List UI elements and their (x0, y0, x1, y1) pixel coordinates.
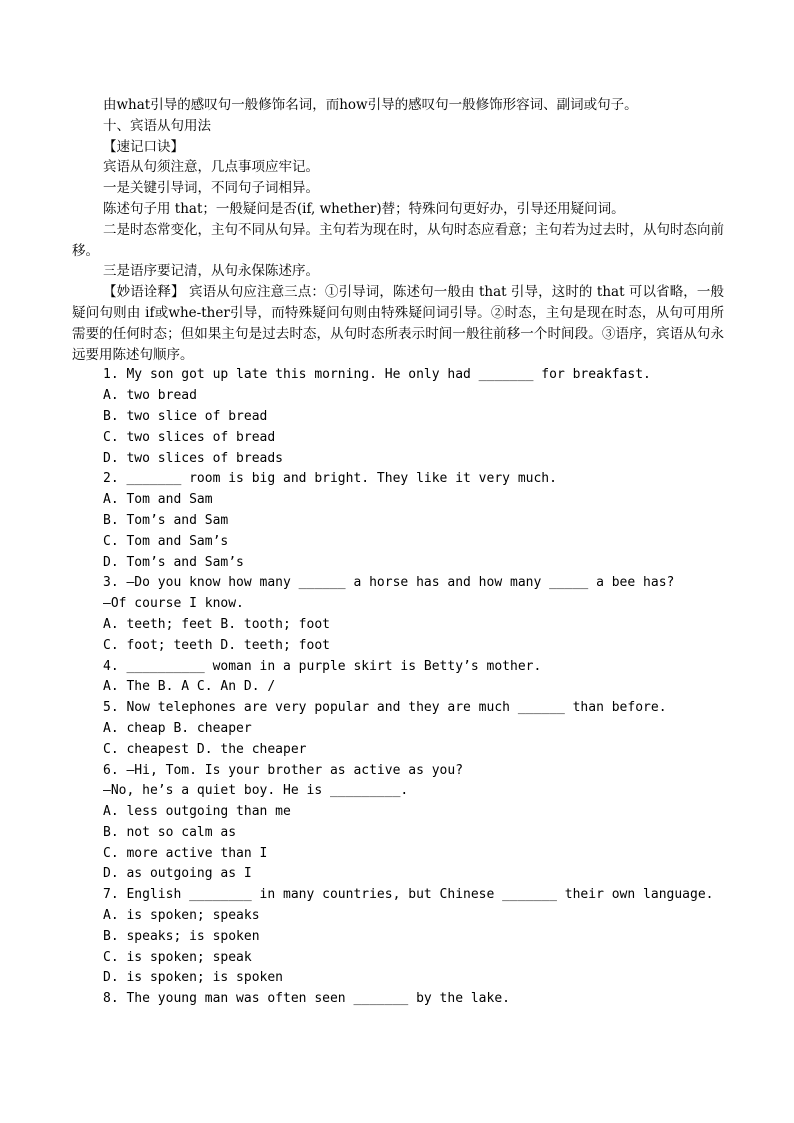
answer-option: C. is spoken; speak (103, 949, 252, 965)
question-stem: 8. The young man was often seen _______ by the lake. (103, 991, 510, 1007)
explanation-paragraph: 【妙语诠释】 宾语从句应注意三点：①引导词，陈述句一般由 that 引导，这时的 that 可以省略，一般疑问句则由 if或whe-ther引导，而特殊疑问句则由特殊疑问词引导。②时态，主句是现在时态，从句可用所需要的任何时态；但如果主句是过去时态，从句时态所表示时间一般往前移一个时间段。③语序，宾语从句永远要用陈述句顺序。 (72, 284, 724, 363)
answer-option: B. Tom’s and Sam (103, 512, 229, 528)
rhyme-line: 一是关键引导词，不同句子词相异。 (103, 180, 319, 197)
question-stem: 7. English ________ in many countries, but Chinese _______ their own language. (103, 887, 714, 903)
answer-option: B. speaks; is spoken (103, 928, 260, 944)
rhyme-line: 宾语从句须注意，几点事项应牢记。 (103, 159, 319, 176)
document-page (72, 95, 724, 1010)
question-stem: 4. __________ woman in a purple skirt is Betty’s mother. (103, 658, 542, 674)
question-stem: 2. _______ room is big and bright. They like it very much. (103, 471, 557, 487)
mnemonic-title: 【速记口诀】 (103, 138, 184, 155)
answer-option: D. as outgoing as I (103, 866, 252, 882)
rhyme-line: 陈述句子用 that；一般疑问是否(if, whether)替；特殊问句更好办，引导还用疑问词。 (103, 200, 625, 217)
answer-option: B. not so calm as (103, 824, 237, 840)
answer-option: A. cheap B. cheaper (103, 720, 252, 736)
answer-option: C. foot; teeth D. teeth; foot (103, 637, 330, 653)
answer-option: C. cheapest D. the cheaper (103, 741, 307, 757)
question-stem: 3. —Do you know how many ______ a horse has and how many _____ a bee has? (103, 575, 675, 591)
answer-option: A. teeth; feet B. tooth; foot (103, 616, 330, 632)
intro-line: 由what引导的感叹句一般修饰名词，而how引导的感叹句一般修饰形容词、副词或句子。 (103, 97, 638, 113)
question-stem: 6. —Hi, Tom. Is your brother as active as you? (103, 762, 464, 778)
rhyme-paragraph: 二是时态常变化，主句不同从句异。主句若为现在时，从句时态应看意；主句若为过去时，从句时态向前移。 (72, 221, 724, 259)
dialogue-line: —Of course I know. (103, 596, 244, 612)
answer-option: B. two slice of bread (103, 408, 268, 424)
rhyme-line: 三是语序要记清，从句永保陈述序。 (103, 263, 319, 280)
section-heading: 十、宾语从句用法 (103, 117, 211, 134)
answer-option: D. is spoken; is spoken (103, 970, 284, 986)
answer-option: C. two slices of bread (103, 429, 276, 445)
answer-option: C. Tom and Sam’s (103, 533, 229, 549)
answer-option: A. Tom and Sam (103, 492, 213, 508)
dialogue-line: —No, he’s a quiet boy. He is _________. (103, 783, 409, 799)
answer-option: D. Tom’s and Sam’s (103, 554, 244, 570)
answer-option: D. two slices of breads (103, 450, 284, 466)
question-stem: 1. My son got up late this morning. He only had _______ for breakfast. (103, 367, 651, 383)
answer-option: A. is spoken; speaks (103, 908, 260, 924)
answer-option: A. two bread (103, 388, 197, 404)
answer-option: A. The B. A C. An D. / (103, 679, 276, 695)
answer-option: A. less outgoing than me (103, 804, 291, 820)
answer-option: C. more active than I (103, 845, 268, 861)
question-stem: 5. Now telephones are very popular and they are much ______ than before. (103, 700, 667, 716)
